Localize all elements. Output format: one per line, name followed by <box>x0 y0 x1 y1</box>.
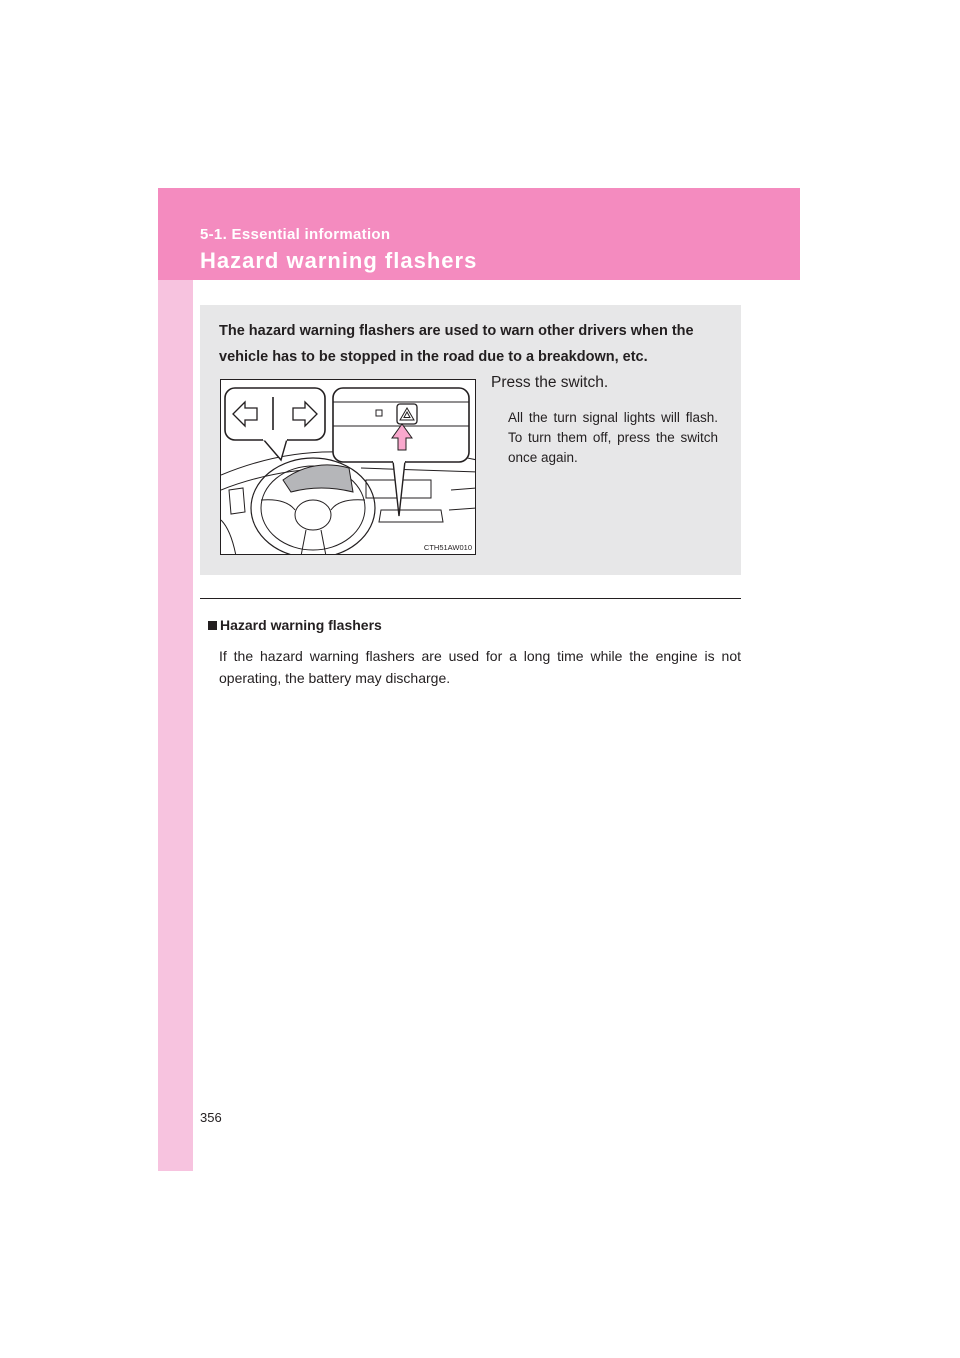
page-number: 356 <box>200 1110 222 1125</box>
intro-text: The hazard warning flashers are used to warn other drivers when the vehicle has to be stopped in the road due to a breakdown, etc. <box>219 323 694 365</box>
dashboard-illustration <box>220 379 476 555</box>
figure-code: CTH51AW010 <box>423 543 472 552</box>
note-heading <box>208 617 382 633</box>
step-description: All the turn signal lights will flash. To turn them off, press the switch once again. <box>508 410 718 465</box>
section-label: 5-1. Essential information <box>200 226 391 243</box>
note-body: If the hazard warning flashers are used for a long time while the engine is not operating, the battery may discharge. <box>219 648 741 686</box>
side-tab-strip <box>158 188 193 1171</box>
hazard-switch-diagram <box>221 380 476 555</box>
page-title: Hazard warning flashers <box>200 248 478 273</box>
divider <box>200 598 741 599</box>
square-bullet-icon <box>208 621 217 630</box>
note-title: Hazard warning flashers <box>220 617 382 633</box>
step-title: Press the switch. <box>491 374 609 391</box>
